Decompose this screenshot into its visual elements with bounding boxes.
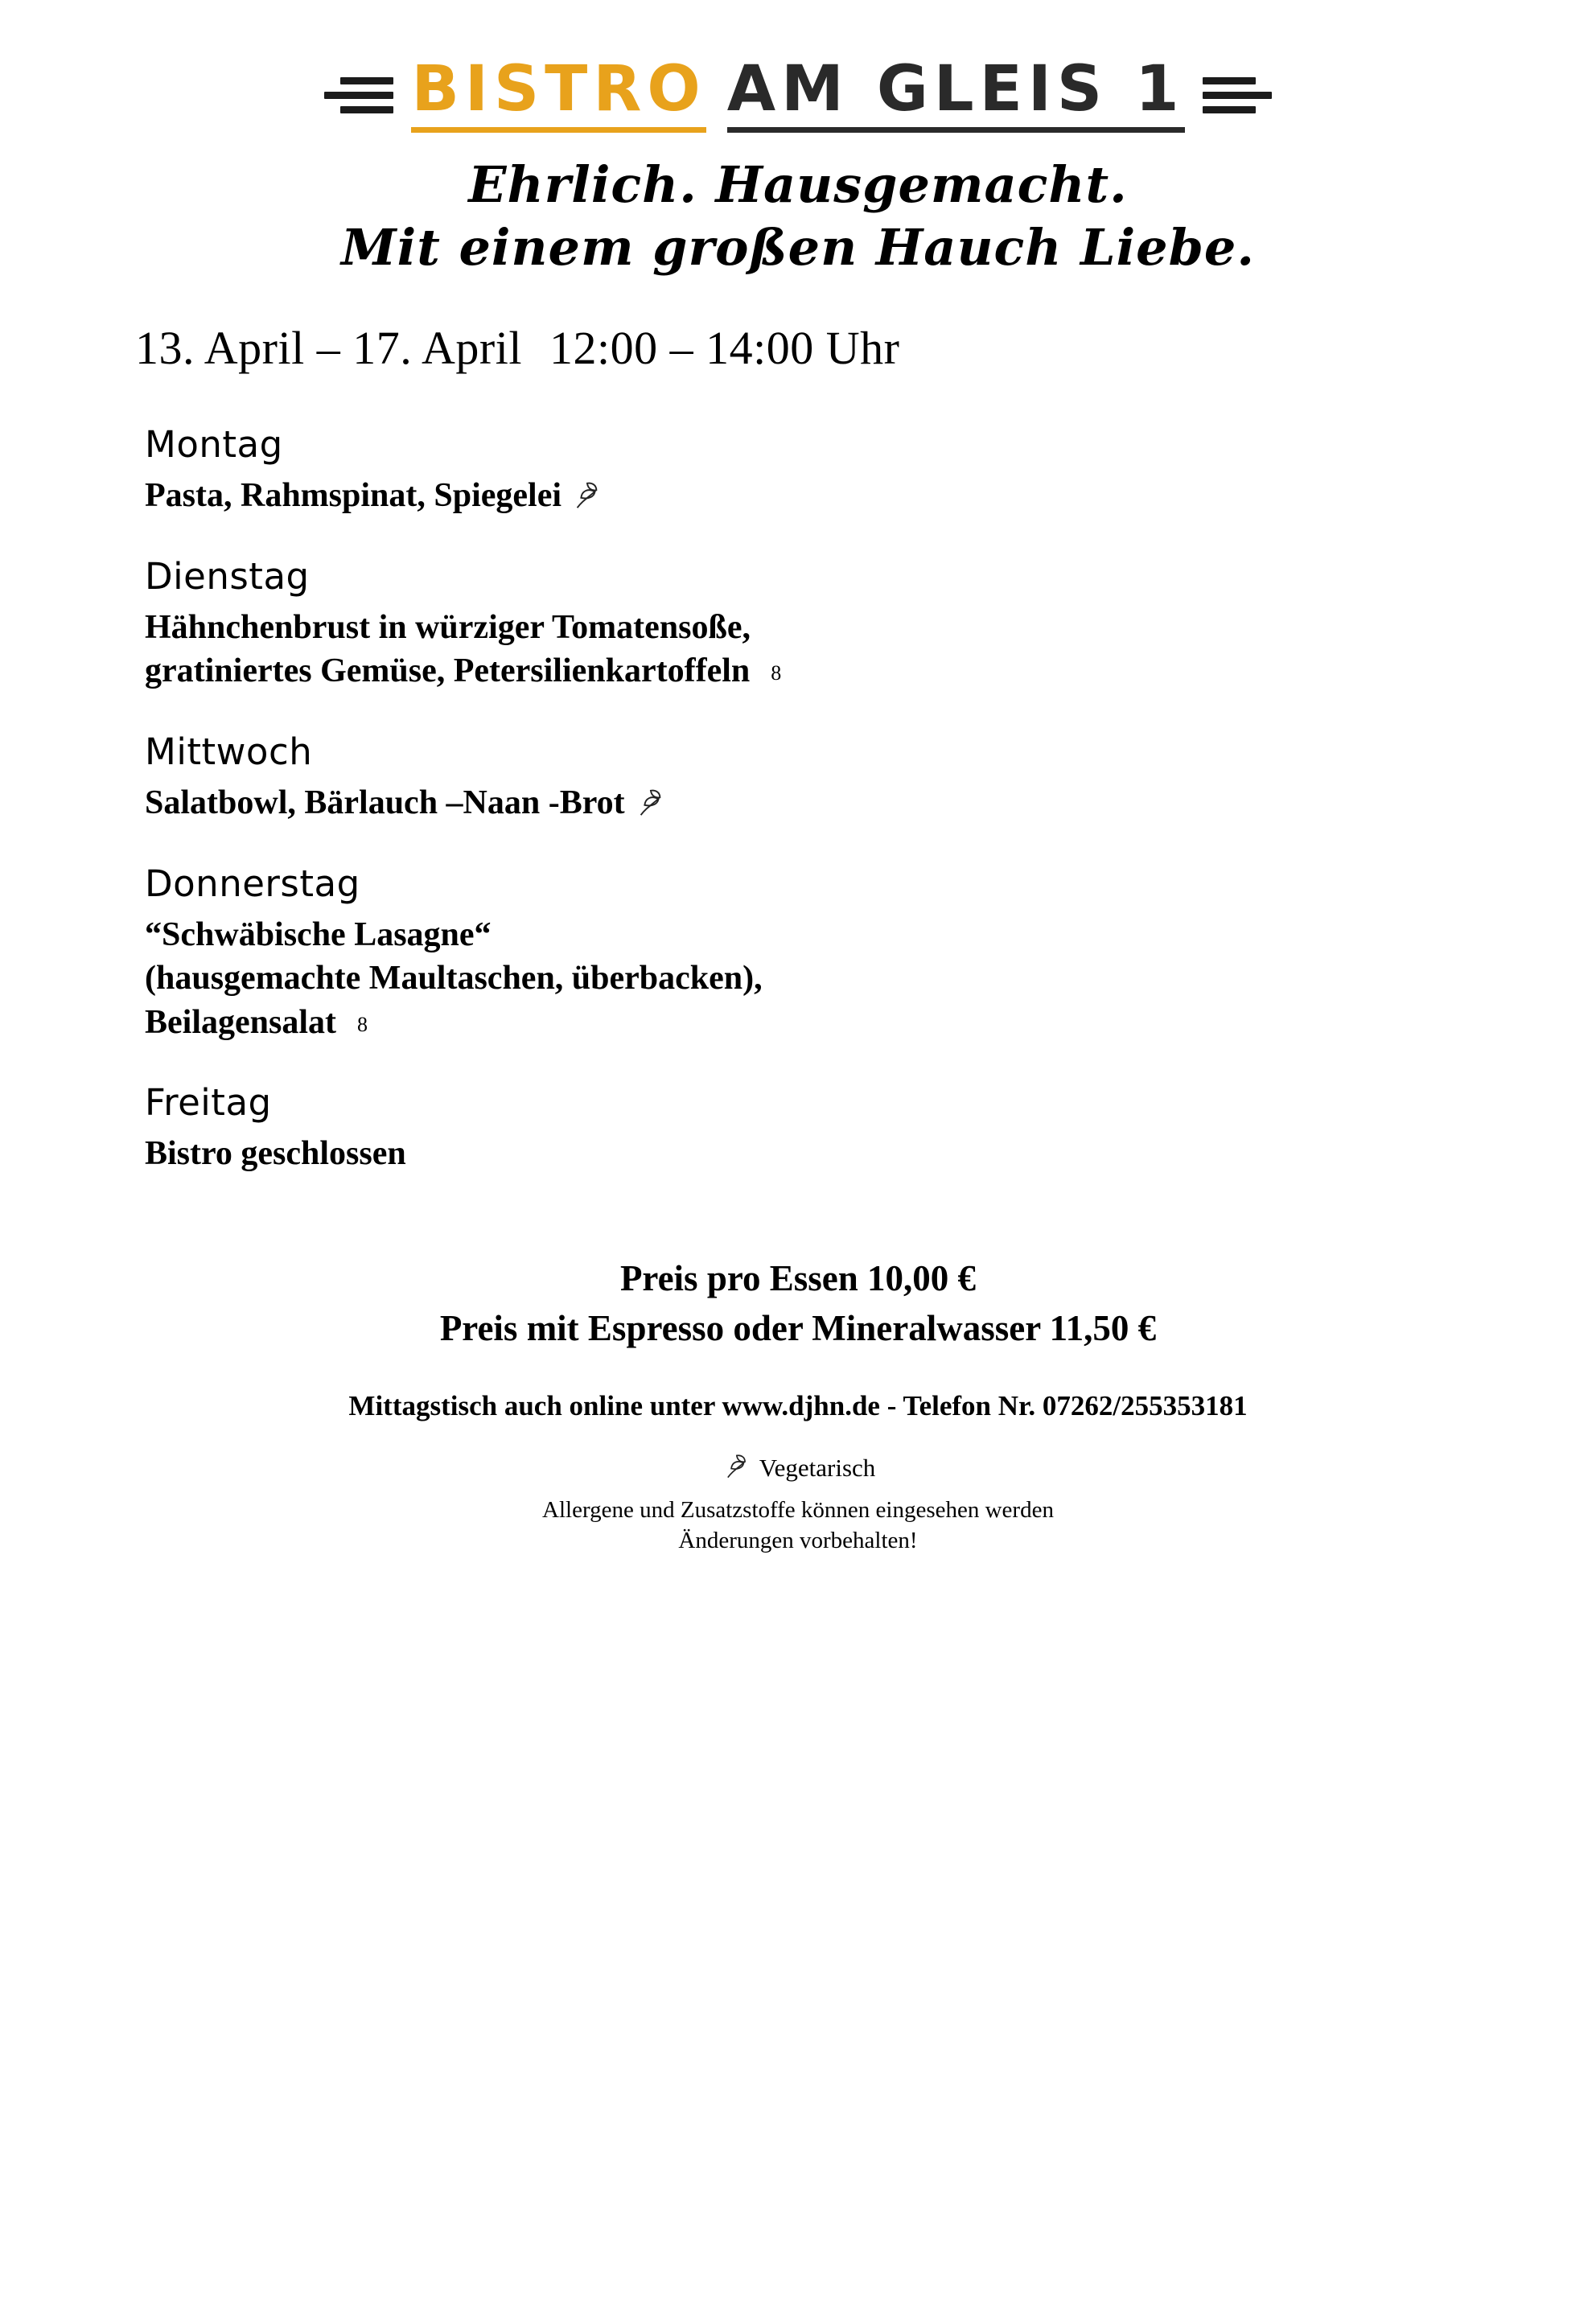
legend-label: Vegetarisch	[759, 1454, 876, 1483]
footer-note-line-1: Allergene und Zusatzstoffe können eingesehen werden	[542, 1497, 1054, 1524]
menu-day	[145, 423, 1596, 518]
price-block	[0, 1253, 1596, 1353]
logo-right-dashes-icon	[1203, 77, 1272, 113]
dish-line: (hausgemachte Maultaschen, überbacken),	[145, 960, 763, 998]
contact-line: Mittagstisch auch online unter www.djhn.de - Telefon Nr. 07262/255353181	[348, 1390, 1248, 1422]
logo-word-bistro: BISTRO	[411, 58, 705, 133]
footer-note-line-2: Änderungen vorbehalten!	[678, 1528, 918, 1554]
allergen-code: 8	[357, 1012, 368, 1036]
day-name: Montag	[145, 423, 283, 467]
slogan-line-2: Mit einem großen Hauch Liebe.	[341, 218, 1255, 278]
dish-text: Salatbowl, Bärlauch –Naan -Brot	[145, 784, 625, 821]
logo-left-dashes-icon	[324, 77, 393, 113]
dish-line	[145, 649, 1596, 693]
dish-line	[145, 474, 1596, 518]
menu-day	[145, 555, 1596, 693]
leaf-sprout-icon	[635, 786, 665, 817]
day-name: Freitag	[145, 1081, 272, 1125]
vegetarian-legend	[0, 1453, 1596, 1483]
restaurant-logo	[0, 53, 1596, 133]
dish-line: Hähnchenbrust in würziger Tomatensoße,	[145, 608, 751, 646]
date-range: 13. April – 17. April	[135, 322, 522, 375]
dish-line: Bistro geschlossen	[145, 1135, 406, 1173]
slogan	[0, 154, 1596, 279]
menu-day	[145, 862, 1596, 1045]
day-name: Dienstag	[145, 554, 310, 598]
dish-text: gratiniertes Gemüse, Petersilienkartoffeln	[145, 652, 751, 690]
menu-page	[0, 53, 1596, 2316]
dish-text: Beilagensalat	[145, 1003, 336, 1041]
price-line-1: Preis pro Essen 10,00 €	[619, 1257, 977, 1298]
weekly-menu-list	[0, 423, 1596, 1176]
leaf-sprout-icon	[721, 1453, 751, 1483]
dish-text: Pasta, Rahmspinat, Spiegelei	[145, 477, 562, 515]
dish-line	[145, 781, 1596, 825]
slogan-line-1: Ehrlich. Hausgemacht.	[468, 155, 1128, 214]
price-line-2: Preis mit Espresso oder Mineralwasser 11,50 €	[439, 1308, 1157, 1349]
menu-day	[145, 1081, 1596, 1176]
day-name: Donnerstag	[145, 862, 360, 905]
dish-line: “Schwäbische Lasagne“	[145, 915, 492, 953]
footer-note	[0, 1495, 1596, 1557]
allergen-code: 8	[771, 661, 782, 685]
logo-word-am-gleis: AM GLEIS 1	[727, 58, 1185, 133]
dish-line	[145, 1001, 1596, 1045]
time-range: 12:00 – 14:00 Uhr	[549, 322, 900, 375]
menu-day	[145, 730, 1596, 825]
date-time-header	[0, 321, 1596, 375]
leaf-sprout-icon	[571, 479, 602, 509]
day-name: Mittwoch	[145, 730, 313, 773]
